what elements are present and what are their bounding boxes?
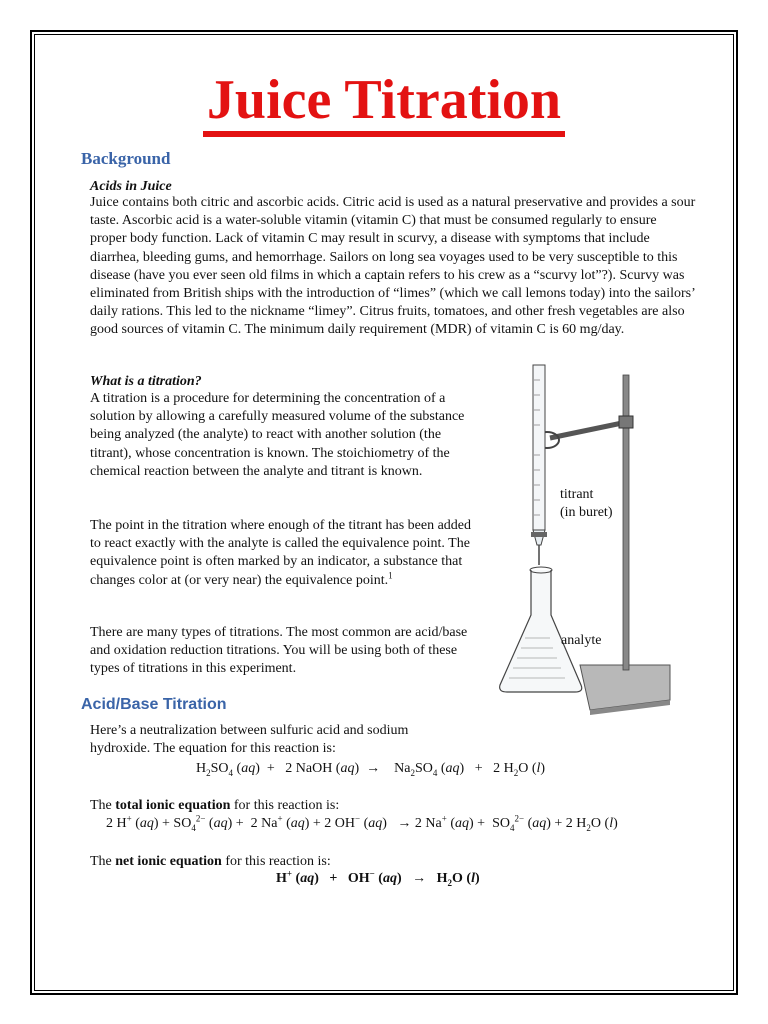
clamp-knob: [619, 416, 633, 428]
clamp-arm: [550, 422, 627, 438]
titration-paragraph-2: The point in the titration where enough of the titrant has been added to react exactly with the analyte is called the equivalence point. The equivalence point is often marked by an indicator, a substance that changes color at (or very near) the equivalence point.$^1$: [90, 518, 471, 588]
acid-base-intro: Here’s a neutralization between sulfuric acid and sodium hydroxide. The equation for this reaction is:: [90, 723, 409, 757]
background-heading: Background: [81, 149, 171, 168]
acids-in-juice-text: Juice contains both citric and ascorbic acids. Citric acid is used as a natural preservative and provides a sour taste. Ascorbic acid is a water-soluble vitamin (vitamin C) that must be consumed regularly to ensure proper body function. Lack of vitamin C may result in scurvy, a disease with symptoms that include diarrhea, bleeding gums, and hemorrhage. Sailors on long sea voyages used to be very susceptible to this disease (have you ever seen old films in which a captain refers to his crew as a “scurvy lot”?). Scurvy was eliminated from British ships with the introduction of “limes” (which we call lemons today) into the sailors’ daily rations. This led to the nickname “limey”. Citrus fruits, tomatoes, and other fresh vegetables are also good sources of vitamin C. The minimum daily requirement (MDR) of vitamin C is 60 mg/day.: [90, 195, 696, 338]
acids-in-juice-heading: Acids in Juice: [90, 179, 172, 194]
acid-base-titration-heading: Acid/Base Titration: [81, 696, 227, 713]
balanced-equation: $H_2SO_4$ (aq) + 2 NaOH (aq) → $Na_2SO_4$ (aq) + 2 $H_2O$ (l): [196, 761, 546, 778]
footnote-mark: 1: [388, 569, 393, 580]
titrant-label: titrant (in buret): [560, 487, 613, 520]
net-ionic-equation: H+ (aq) + OH− $(aq) \to H_2O$ (l): [276, 868, 480, 888]
what-is-titration-heading: What is a titration?: [90, 374, 202, 389]
analyte-label: analyte: [561, 633, 602, 648]
total-ionic-label: The total ionic equation for this reaction is:: [90, 798, 340, 813]
buret: [533, 365, 545, 530]
titration-paragraph-1: A titration is a procedure for determining the concentration of a solution by allowing a carefully measured volume of the substance being analyzed (the analyte) to react with another solution (the titrant), whose concentration is known. The stoichiometry of the chemical reaction between the analyte and titrant is known.: [90, 391, 465, 479]
titration-paragraph-3: There are many types of titrations. The most common are acid/base and oxidation reduction titrations. You will be using both of these types of titrations in this experiment.: [90, 625, 468, 677]
page-title: Juice Titration: [0, 68, 768, 132]
stopcock: [531, 532, 547, 537]
net-ionic-label: The net ionic equation for this reaction is:: [90, 854, 331, 869]
titration-apparatus-figure: [495, 360, 675, 720]
total-ionic-equation: 2 H+ $(aq) + SO_4^{2-}$ (aq) + 2 Na+ (aq) + 2 OH− (aq) → 2 Na+ $(aq) + SO_4^{2-}$ (aq) + 2 $H_2O$ (l): [106, 813, 618, 833]
erlenmeyer-flask: [500, 570, 582, 692]
